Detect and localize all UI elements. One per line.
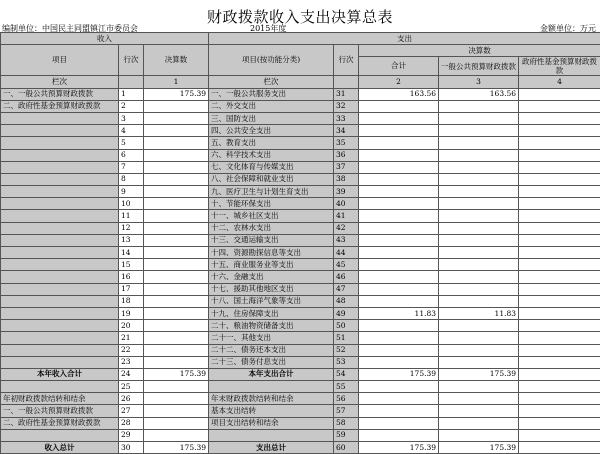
income-amount	[144, 125, 209, 137]
fund-budget-header: 政府性基金预算财政拨款	[519, 57, 600, 76]
expense-general-budget	[439, 125, 519, 137]
income-amount	[144, 210, 209, 222]
expense-row-number: 54	[334, 368, 359, 380]
expense-general-budget	[439, 186, 519, 198]
expense-item: 三、国防支出	[209, 112, 334, 124]
income-row-number: 29	[119, 429, 144, 441]
expense-total	[359, 393, 439, 405]
income-amount	[144, 234, 209, 246]
expense-item: 二十三、债务付息支出	[209, 356, 334, 368]
table-row	[1, 112, 600, 124]
income-amount	[144, 259, 209, 271]
col-label: 栏次	[1, 76, 119, 88]
expense-total: 175.39	[359, 442, 439, 454]
expense-row-number: 46	[334, 271, 359, 283]
income-row-number: 24	[119, 368, 144, 380]
col-number: 1	[144, 76, 209, 88]
expense-total	[359, 149, 439, 161]
income-row-number: 27	[119, 405, 144, 417]
income-row-number: 14	[119, 247, 144, 259]
income-item	[1, 320, 119, 332]
expense-fund-budget	[519, 417, 600, 429]
income-row-number: 20	[119, 320, 144, 332]
col-number: 4	[519, 76, 600, 88]
expense-row-number: 56	[334, 393, 359, 405]
expense-fund-budget	[519, 173, 600, 185]
income-amount	[144, 222, 209, 234]
table-row	[1, 393, 600, 405]
expense-row-number: 47	[334, 283, 359, 295]
income-item	[1, 295, 119, 307]
income-item	[1, 259, 119, 271]
income-row-number: 7	[119, 161, 144, 173]
income-item: 一、一般公共预算财政拨款	[1, 405, 119, 417]
income-amount	[144, 295, 209, 307]
expense-row-number: 31	[334, 88, 359, 100]
table-row	[1, 332, 600, 344]
expense-total: 11.83	[359, 307, 439, 319]
final-amount-header: 决算数	[359, 45, 600, 57]
income-amount	[144, 393, 209, 405]
expense-fund-budget	[519, 332, 600, 344]
table-row	[1, 283, 600, 295]
expense-row-number: 32	[334, 100, 359, 112]
income-row-number: 17	[119, 283, 144, 295]
income-rowno-header: 行次	[119, 45, 144, 76]
table-row	[1, 198, 600, 210]
income-row-number: 18	[119, 295, 144, 307]
expense-total	[359, 320, 439, 332]
expense-fund-budget	[519, 368, 600, 380]
expense-item: 六、科学技术支出	[209, 149, 334, 161]
table-row	[1, 320, 600, 332]
expense-general-budget	[439, 259, 519, 271]
expense-general-budget: 163.56	[439, 88, 519, 100]
expense-item: 基本支出结转	[209, 405, 334, 417]
expense-fund-budget	[519, 405, 600, 417]
income-amount-header: 决算数	[144, 45, 209, 76]
expense-general-budget	[439, 417, 519, 429]
expense-total	[359, 112, 439, 124]
income-amount	[144, 186, 209, 198]
expense-item: 五、教育支出	[209, 137, 334, 149]
expense-row-number: 55	[334, 381, 359, 393]
table-row	[1, 222, 600, 234]
expense-row-number: 60	[334, 442, 359, 454]
expense-general-budget	[439, 137, 519, 149]
income-amount	[144, 247, 209, 259]
expense-fund-budget	[519, 381, 600, 393]
income-item: 收入总计	[1, 442, 119, 454]
expense-total	[359, 381, 439, 393]
income-amount: 175.39	[144, 88, 209, 100]
table-row	[1, 100, 600, 112]
expense-item: 七、文化体育与传媒支出	[209, 161, 334, 173]
income-row-number: 3	[119, 112, 144, 124]
expense-item: 项目支出结转和结余	[209, 417, 334, 429]
expense-general-budget	[439, 247, 519, 259]
expense-total	[359, 125, 439, 137]
income-item	[1, 198, 119, 210]
expense-item: 十六、金融支出	[209, 271, 334, 283]
table-row	[1, 210, 600, 222]
income-amount	[144, 405, 209, 417]
income-item	[1, 137, 119, 149]
income-row-number: 15	[119, 259, 144, 271]
income-item	[1, 381, 119, 393]
expense-fund-budget	[519, 247, 600, 259]
income-row-number: 11	[119, 210, 144, 222]
income-row-number: 1	[119, 88, 144, 100]
expense-item: 二十一、其他支出	[209, 332, 334, 344]
table-row	[1, 234, 600, 246]
expense-fund-budget	[519, 307, 600, 319]
expense-total	[359, 198, 439, 210]
expense-fund-budget	[519, 186, 600, 198]
expense-general-budget	[439, 283, 519, 295]
expense-total	[359, 417, 439, 429]
income-row-number: 28	[119, 417, 144, 429]
income-item	[1, 210, 119, 222]
table-row	[1, 429, 600, 441]
expense-fund-budget	[519, 137, 600, 149]
expense-total	[359, 186, 439, 198]
income-amount	[144, 271, 209, 283]
income-item	[1, 186, 119, 198]
expense-row-number: 42	[334, 222, 359, 234]
expense-general-budget	[439, 112, 519, 124]
expense-total	[359, 173, 439, 185]
expense-row-number: 45	[334, 259, 359, 271]
table-row	[1, 307, 600, 319]
expense-fund-budget	[519, 320, 600, 332]
expense-total	[359, 161, 439, 173]
expense-fund-budget	[519, 283, 600, 295]
col-number: 2	[359, 76, 439, 88]
expense-row-number: 53	[334, 356, 359, 368]
expense-item: 八、社会保障和就业支出	[209, 173, 334, 185]
expense-general-budget	[439, 234, 519, 246]
income-item	[1, 112, 119, 124]
income-item	[1, 149, 119, 161]
income-amount	[144, 307, 209, 319]
expense-fund-budget	[519, 259, 600, 271]
income-row-number: 13	[119, 234, 144, 246]
income-item: 一、一般公共预算财政拨款	[1, 88, 119, 100]
income-item	[1, 125, 119, 137]
expense-fund-budget	[519, 442, 600, 454]
expense-item: 十、节能环保支出	[209, 198, 334, 210]
expense-fund-budget	[519, 429, 600, 441]
expense-row-number: 50	[334, 320, 359, 332]
income-amount	[144, 283, 209, 295]
expense-item: 二、外交支出	[209, 100, 334, 112]
income-row-number: 9	[119, 186, 144, 198]
table-row	[1, 161, 600, 173]
table-row	[1, 173, 600, 185]
income-item: 二、政府性基金预算财政拨款	[1, 100, 119, 112]
expense-total: 175.39	[359, 368, 439, 380]
expense-item: 十八、国土海洋气象等支出	[209, 295, 334, 307]
expense-general-budget	[439, 222, 519, 234]
expense-general-budget: 175.39	[439, 442, 519, 454]
income-item	[1, 283, 119, 295]
expense-total	[359, 247, 439, 259]
expense-general-budget	[439, 332, 519, 344]
expense-item: 十二、农林水支出	[209, 222, 334, 234]
expense-total	[359, 283, 439, 295]
expense-general-budget	[439, 393, 519, 405]
expense-row-number: 59	[334, 429, 359, 441]
col-number: 3	[439, 76, 519, 88]
expense-row-number: 57	[334, 405, 359, 417]
income-item	[1, 356, 119, 368]
income-item	[1, 161, 119, 173]
table-row	[1, 381, 600, 393]
income-item: 二、政府性基金预算财政拨款	[1, 417, 119, 429]
income-item	[1, 173, 119, 185]
table-row	[1, 247, 600, 259]
expense-fund-budget	[519, 344, 600, 356]
expense-general-budget	[439, 344, 519, 356]
general-budget-header: 一般公共预算财政拨款	[439, 57, 519, 76]
expense-row-number: 49	[334, 307, 359, 319]
expense-row-number: 40	[334, 198, 359, 210]
income-item	[1, 344, 119, 356]
income-amount: 175.39	[144, 442, 209, 454]
expense-row-number: 44	[334, 247, 359, 259]
expense-row-number: 52	[334, 344, 359, 356]
expense-row-number: 36	[334, 149, 359, 161]
compiling-unit: 编制单位：中国民主同盟镇江市委员会	[2, 23, 138, 34]
income-amount	[144, 332, 209, 344]
income-amount: 175.39	[144, 368, 209, 380]
expense-header: 支出	[209, 33, 600, 45]
expense-item: 十五、商业服务业等支出	[209, 259, 334, 271]
expense-row-number: 34	[334, 125, 359, 137]
income-row-number: 6	[119, 149, 144, 161]
table-row	[1, 295, 600, 307]
table-row	[1, 149, 600, 161]
table-row	[1, 344, 600, 356]
expense-item: 一、一般公共服务支出	[209, 88, 334, 100]
table-row	[1, 271, 600, 283]
expense-total	[359, 222, 439, 234]
income-amount	[144, 149, 209, 161]
income-item	[1, 332, 119, 344]
expense-item: 支出总计	[209, 442, 334, 454]
income-row-number: 25	[119, 381, 144, 393]
income-header: 收入	[1, 33, 209, 45]
income-row-number: 21	[119, 332, 144, 344]
income-item: 年初财政拨款结转和结余	[1, 393, 119, 405]
expense-total	[359, 271, 439, 283]
income-amount	[144, 100, 209, 112]
income-row-number: 30	[119, 442, 144, 454]
expense-general-budget	[439, 210, 519, 222]
expense-item: 十七、援助其他地区支出	[209, 283, 334, 295]
table-row	[1, 88, 600, 100]
table-row	[1, 125, 600, 137]
table-row	[1, 405, 600, 417]
expense-item: 本年支出合计	[209, 368, 334, 380]
expense-fund-budget	[519, 88, 600, 100]
expense-fund-budget	[519, 100, 600, 112]
total-header: 合计	[359, 57, 439, 76]
income-row-number: 23	[119, 356, 144, 368]
expense-item	[209, 381, 334, 393]
table-row	[1, 356, 600, 368]
expense-fund-budget	[519, 222, 600, 234]
expense-fund-budget	[519, 112, 600, 124]
expense-row-number: 38	[334, 173, 359, 185]
expense-total	[359, 356, 439, 368]
income-row-number: 2	[119, 100, 144, 112]
expense-row-number: 51	[334, 332, 359, 344]
income-item	[1, 247, 119, 259]
expense-general-budget	[439, 198, 519, 210]
expense-general-budget	[439, 271, 519, 283]
expense-item: 四、公共安全支出	[209, 125, 334, 137]
expense-total	[359, 344, 439, 356]
expense-total	[359, 210, 439, 222]
income-amount	[144, 161, 209, 173]
budget-table	[0, 32, 600, 454]
page-title: 财政拨款收入支出决算总表	[0, 6, 600, 27]
expense-item: 十九、住房保障支出	[209, 307, 334, 319]
income-amount	[144, 344, 209, 356]
income-item: 本年收入合计	[1, 368, 119, 380]
expense-fund-budget	[519, 234, 600, 246]
expense-total	[359, 295, 439, 307]
expense-total: 163.56	[359, 88, 439, 100]
expense-total	[359, 429, 439, 441]
income-item	[1, 307, 119, 319]
income-row-number: 5	[119, 137, 144, 149]
expense-item: 九、医疗卫生与计划生育支出	[209, 186, 334, 198]
col-label: 栏次	[209, 76, 334, 88]
expense-fund-budget	[519, 295, 600, 307]
table-row	[1, 442, 600, 454]
expense-general-budget	[439, 149, 519, 161]
expense-row-number: 35	[334, 137, 359, 149]
expense-total	[359, 332, 439, 344]
expense-item: 十四、资源勘探信息等支出	[209, 247, 334, 259]
income-row-number: 8	[119, 173, 144, 185]
expense-general-budget	[439, 405, 519, 417]
income-item	[1, 271, 119, 283]
expense-row-number: 33	[334, 112, 359, 124]
income-row-number: 26	[119, 393, 144, 405]
amount-unit: 金额单位：万元	[540, 23, 596, 34]
income-amount	[144, 112, 209, 124]
fiscal-year: 2015年度	[250, 23, 286, 34]
expense-general-budget: 11.83	[439, 307, 519, 319]
income-row-number: 4	[119, 125, 144, 137]
expense-total	[359, 234, 439, 246]
expense-general-budget	[439, 100, 519, 112]
income-amount	[144, 417, 209, 429]
income-amount	[144, 198, 209, 210]
expense-total	[359, 405, 439, 417]
expense-total	[359, 137, 439, 149]
expense-total	[359, 259, 439, 271]
income-item	[1, 429, 119, 441]
expense-item	[209, 429, 334, 441]
expense-row-number: 48	[334, 295, 359, 307]
expense-item: 十一、城乡社区支出	[209, 210, 334, 222]
expense-fund-budget	[519, 198, 600, 210]
expense-item: 十三、交通运输支出	[209, 234, 334, 246]
expense-general-budget	[439, 381, 519, 393]
expense-item: 二十二、债务还本支出	[209, 344, 334, 356]
expense-item: 二十、粮油物资储备支出	[209, 320, 334, 332]
table-row	[1, 368, 600, 380]
expense-fund-budget	[519, 125, 600, 137]
income-row-number: 10	[119, 198, 144, 210]
expense-row-number: 58	[334, 417, 359, 429]
table-row	[1, 186, 600, 198]
income-amount	[144, 137, 209, 149]
table-row	[1, 137, 600, 149]
income-item-header: 项目	[1, 45, 119, 76]
expense-row-number: 39	[334, 186, 359, 198]
income-amount	[144, 320, 209, 332]
expense-general-budget	[439, 429, 519, 441]
income-row-number: 22	[119, 344, 144, 356]
table-row	[1, 417, 600, 429]
income-amount	[144, 173, 209, 185]
income-row-number: 19	[119, 307, 144, 319]
expense-general-budget	[439, 356, 519, 368]
income-amount	[144, 429, 209, 441]
expense-row-number: 37	[334, 161, 359, 173]
income-amount	[144, 356, 209, 368]
expense-general-budget	[439, 320, 519, 332]
expense-fund-budget	[519, 149, 600, 161]
expense-general-budget	[439, 295, 519, 307]
expense-total	[359, 100, 439, 112]
income-row-number: 16	[119, 271, 144, 283]
expense-rowno-header: 行次	[334, 45, 359, 76]
expense-row-number: 41	[334, 210, 359, 222]
expense-fund-budget	[519, 161, 600, 173]
expense-general-budget: 175.39	[439, 368, 519, 380]
expense-fund-budget	[519, 210, 600, 222]
income-item	[1, 234, 119, 246]
expense-item-header: 项目(按功能分类)	[209, 45, 334, 76]
expense-item: 年末财政拨款结转和结余	[209, 393, 334, 405]
expense-fund-budget	[519, 356, 600, 368]
expense-general-budget	[439, 173, 519, 185]
income-amount	[144, 381, 209, 393]
expense-general-budget	[439, 161, 519, 173]
table-row	[1, 259, 600, 271]
expense-fund-budget	[519, 393, 600, 405]
income-item	[1, 222, 119, 234]
income-row-number: 12	[119, 222, 144, 234]
expense-fund-budget	[519, 271, 600, 283]
expense-row-number: 43	[334, 234, 359, 246]
